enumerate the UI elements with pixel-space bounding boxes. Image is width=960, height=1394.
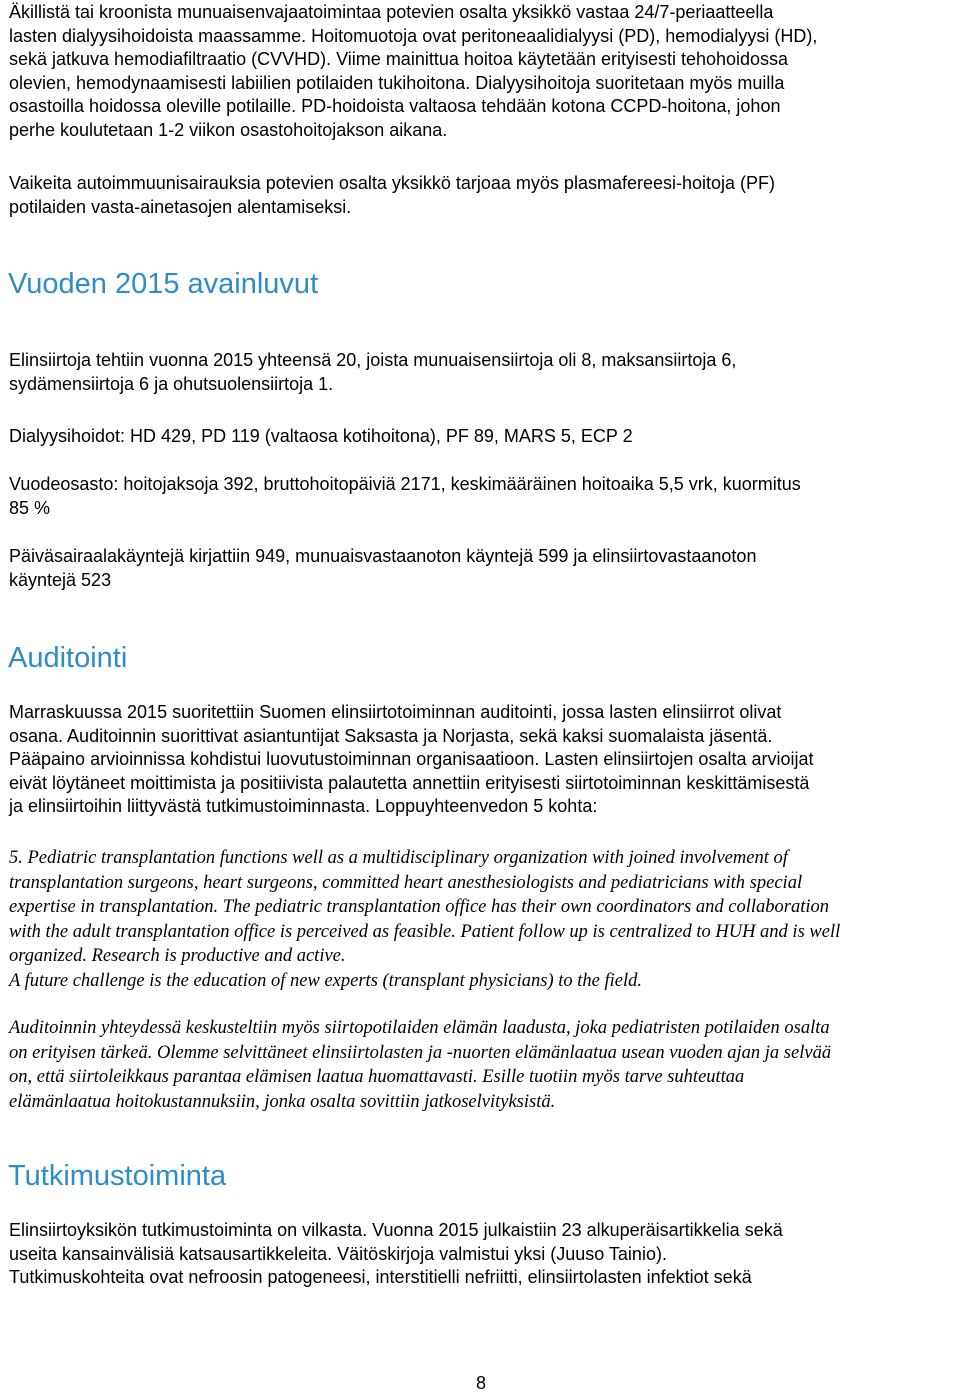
key-figures-ward	[9, 473, 954, 520]
text-line: Vaikeita autoimmuunisairauksia potevien osalta yksikkö tarjoaa myös plasmafereesi-hoitoja (PF)	[9, 173, 776, 193]
text-line: Vuodeosasto: hoitojaksoja 392, bruttohoitopäiviä 2171, keskimääräinen hoitoaika 5,5 vrk, kuormitus	[9, 474, 801, 494]
text-line: A future challenge is the education of new experts (transplant physicians) to the field.	[9, 970, 643, 991]
text-line: 85 %	[9, 497, 51, 518]
text-line: useita kansainvälisiä katsausartikkeleita. Väitöskirjoja valmistui yksi (Juuso Tainio).	[9, 1243, 667, 1264]
text-line: elämänlaatua hoitokustannuksiin, jonka osalta sovittiin jatkoselvityksistä.	[9, 1091, 556, 1112]
text-line: with the adult transplantation office is perceived as feasible. Patient follow up is centralized to HUH and is well	[9, 921, 841, 942]
text-line: lasten dialyysihoidoista maassamme. Hoitomuotoja ovat peritoneaalidialyysi (PD), hemodialyysi (HD),	[9, 25, 818, 46]
audit-paragraph	[9, 701, 954, 819]
text-line: Tutkimuskohteita ovat nefroosin patogeneesi, interstitielli nefriitti, elinsiirtolasten infektiot sekä	[9, 1267, 752, 1287]
text-line: sekä jatkuva hemodiafiltraatio (CVVHD). Viime mainittua hoitoa käytetään erityisesti tehohoidossa	[9, 49, 789, 69]
text-line: Auditoinnin yhteydessä keskusteltiin myös siirtopotilaiden elämän laadusta, joka pediatristen potilaiden osalta	[9, 1018, 830, 1038]
text-line: sydämensiirtoja 6 ja ohutsuolensiirtoja 1.	[9, 373, 334, 394]
heading-audit: Auditointi	[8, 642, 128, 674]
key-figures-dialysis	[9, 425, 954, 449]
page-number: 8	[476, 1373, 487, 1393]
text-line: on, että siirtoleikkaus parantaa elämisen laatua huomattavasti. Esille tuotiin myös tarve suhteuttaa	[9, 1067, 745, 1087]
text-line: Elinsiirtoyksikön tutkimustoiminta on vilkasta. Vuonna 2015 julkaistiin 23 alkuperäisartikkelia sekä	[9, 1220, 783, 1240]
heading-key-figures: Vuoden 2015 avainluvut	[8, 268, 319, 300]
text-line: perhe koulutetaan 1-2 viikon osastohoitojakson aikana.	[9, 119, 448, 140]
text-line: osastoilla hoidossa oleville potilaille. PD-hoidoista valtaosa tehdään kotona CCPD-hoitona, johon	[9, 96, 781, 116]
text-line: on erityisen tärkeä. Olemme selvittäneet elinsiirtolasten ja -nuorten elämänlaatua usean vuoden ajan ja selvää	[9, 1042, 832, 1063]
text-line: Elinsiirtoja tehtiin vuonna 2015 yhteensä 20, joista munuaisensiirtoja oli 8, maksansiirtoja 6,	[9, 350, 737, 370]
audit-note	[9, 1016, 954, 1114]
text-line: Päiväsairaalakäyntejä kirjattiin 949, munuaisvastaanoton käyntejä 599 ja elinsiirtovastaanoton	[9, 546, 757, 566]
key-figures-transplants	[9, 349, 954, 396]
text-line: olevien, hemodynaamisesti labiilien potilaiden tukihoitona. Dialyysihoitoja suoritetaan myös muilla	[9, 72, 785, 93]
text-line: transplantation surgeons, heart surgeons, committed heart anesthesiologists and pediatricians with special	[9, 872, 803, 893]
text-line: käyntejä 523	[9, 569, 112, 590]
text-line: osana. Auditoinnin suorittivat asiantuntijat Saksasta ja Norjasta, sekä kaksi suomalaista jäsentä.	[9, 725, 773, 746]
text-line: expertise in transplantation. The pediatric transplantation office has their own coordinators and collaboration	[9, 897, 829, 917]
intro-paragraph-2	[9, 172, 954, 219]
text-line: Äkillistä tai kroonista munuaisenvajaatoimintaa potevien osalta yksikkö vastaa 24/7-periaatteella	[9, 2, 774, 22]
text-line: Marraskuussa 2015 suoritettiin Suomen elinsiirtotoiminnan auditointi, jossa lasten elinsiirrot olivat	[9, 702, 782, 722]
key-figures-daycare	[9, 545, 954, 592]
audit-quote	[9, 846, 954, 993]
intro-paragraph-1	[9, 1, 954, 142]
text-line: Dialyysihoidot: HD 429, PD 119 (valtaosa kotihoitona), PF 89, MARS 5, ECP 2	[9, 426, 633, 446]
text-line: organized. Research is productive and active.	[9, 946, 346, 966]
research-paragraph	[9, 1219, 954, 1290]
text-line: potilaiden vasta-ainetasojen alentamiseksi.	[9, 196, 352, 217]
text-line: ja elinsiirtoihin liittyvästä tutkimustoiminnasta. Loppuyhteenvedon 5 kohta:	[9, 796, 598, 816]
text-line: eivät löytäneet moittimista ja positiivista palautetta annettiin erityisesti siirtotoiminnan keskittämisestä	[9, 772, 810, 793]
text-line: Pääpaino arvioinnissa kohdistui luovutustoiminnan organisaatioon. Lasten elinsiirtojen osalta arvioijat	[9, 749, 814, 769]
heading-research: Tutkimustoiminta	[8, 1160, 227, 1192]
text-line: 5. Pediatric transplantation functions well as a multidisciplinary organization with joined involvement of	[9, 848, 788, 868]
